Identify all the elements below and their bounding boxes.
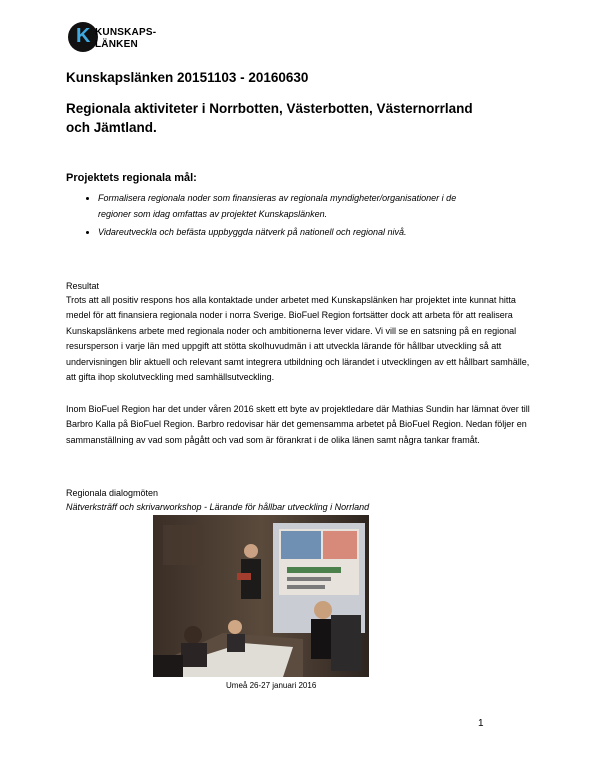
workshop-photo-illustration: [153, 515, 369, 677]
result-paragraph-1: Trots att all positiv respons hos alla kontaktade under arbetet med Kunskapslänken har projektet inte kunnat hitta medel för att finansiera regionala noder i norra Sverige. BioFuel Region fortsätter dock att arbeta för att realisera Kunskapslänkens arbete med regionala noder och ambitionerna lever vidare. Vi vill se en satsning på en regional resursperson i varje län med uppgift att stötta skolhuvudmän i att utveckla lärande för hållbar utveckling så att undervisningen blir aktuell och relevant samt integrera utbildning och lärandet i utvecklingen av ett hållbart samhälle, att gifta ihop skolutveckling med samhällsutveckling.: [66, 295, 530, 383]
logo-text-line1: KUNSKAPS-: [95, 27, 157, 38]
result-paragraph-2: Inom BioFuel Region har det under våren 2016 skett ett byte av projektledare där Mathias Sundin har lämnat över till Barbro Kalla på BioFuel Region. Barbro redovisar här det gemensamma arbetet på BioFuel Region. Nedan följer en sammanställning av vad som pågått och vad som är förankrat i de olika länen samt några tankar framåt.: [66, 404, 530, 445]
dialog-subtitle: Nätverksträff och skrivarworkshop - Lärande för hållbar utveckling i Norrland: [66, 502, 370, 512]
goal-item: • Formalisera regionala noder som finansieras av regionala myndigheter/organisationer i de regioner som idag omfattas av projektet Kunskapslänken.: [98, 190, 468, 222]
region-heading: Regionala aktiviteter i Norrbotten, Västerbotten, Västernorrland och Jämtland.: [66, 101, 473, 135]
result-label: Resultat: [66, 281, 100, 291]
logo-text-line2: LÄNKEN: [95, 39, 138, 50]
logo-letter: K: [76, 25, 91, 47]
goals-heading: Projektets regionala mål:: [66, 172, 197, 184]
workshop-photo: [153, 515, 369, 677]
document-title: Kunskapslänken 20151103 - 20160630: [66, 70, 309, 85]
dialog-section-label: Regionala dialogmöten: [66, 488, 159, 498]
page-number: 1: [478, 718, 484, 729]
photo-caption: Umeå 26-27 januari 2016: [226, 681, 317, 690]
kunskapslanken-logo: [68, 22, 168, 58]
goals-list: [80, 190, 468, 242]
goal-item: • Vidareutveckla och befästa uppbyggda nätverk på nationell och regional nivå.: [98, 224, 468, 240]
